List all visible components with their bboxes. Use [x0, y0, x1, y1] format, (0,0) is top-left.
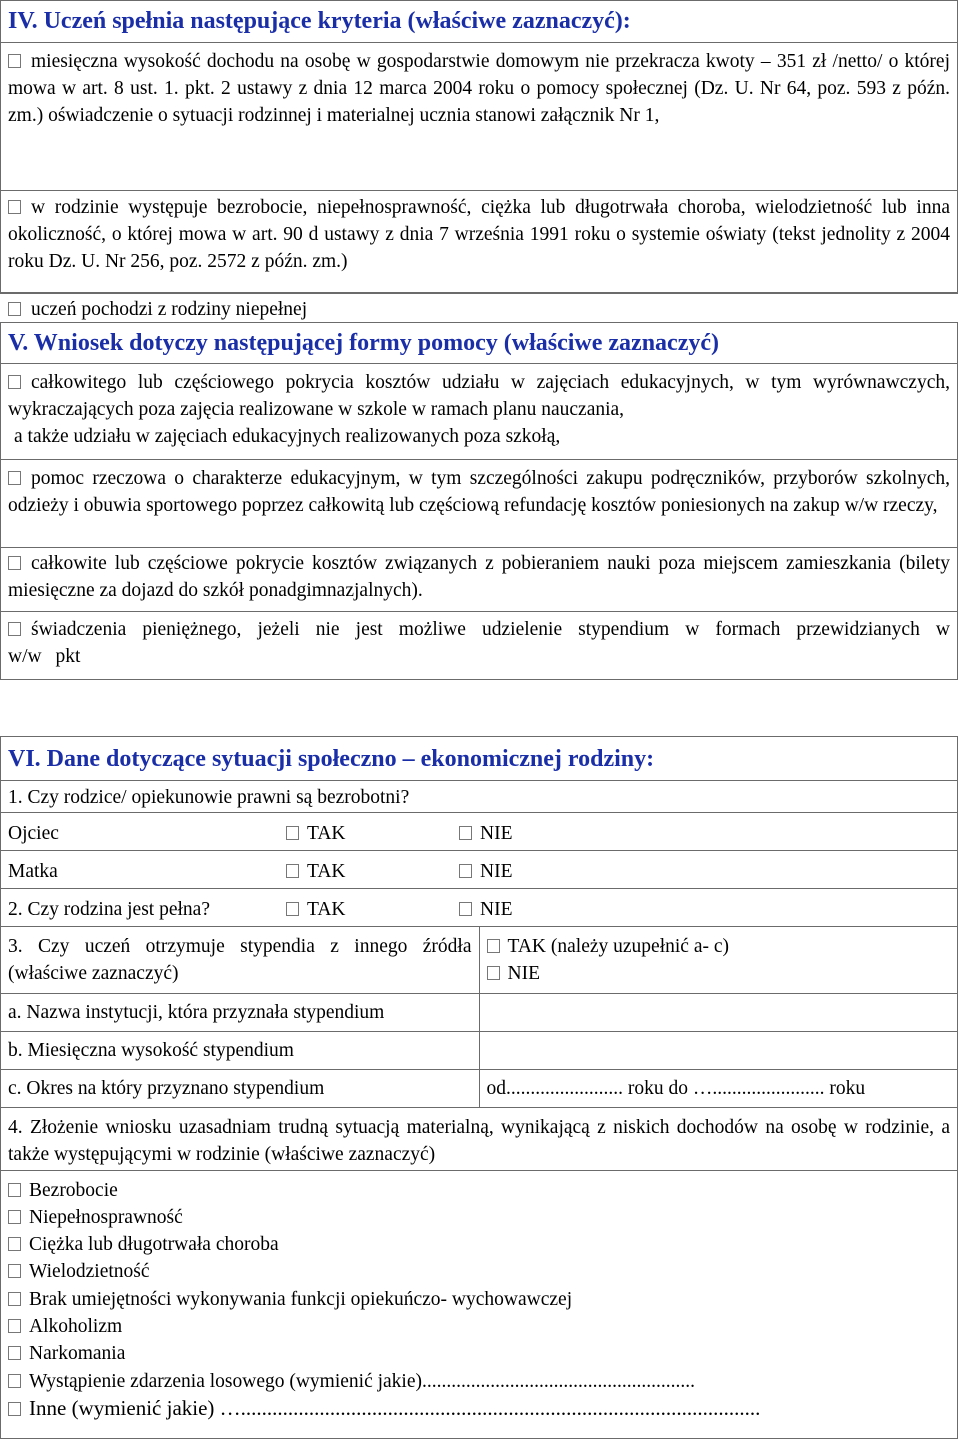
- checkbox-reason[interactable]: [8, 1237, 21, 1251]
- checkbox-income[interactable]: [8, 54, 21, 68]
- section-v-title: V. Wniosek dotyczy następującej formy pomocy (właściwe zaznaczyć): [1, 323, 957, 364]
- aid-education-costs-extra: a także udziału w zajęciach edukacyjnych realizowanych poza szkołą,: [14, 426, 561, 447]
- reason-item: Bezrobocie: [8, 1177, 950, 1204]
- scholarship-table: [1, 927, 957, 1108]
- aid-education-costs: całkowitego lub częściowego pokrycia kosztów udziału w zajęciach edukacyjnych, w tym wyrównawczych, wykraczających poza zajęcia realizowane w szkole w ramach planu nauczania, a także udziału w zajęciach edukacyjnych realizowanych poza szkołą,: [1, 364, 957, 460]
- criterion-income: miesięczna wysokość dochodu na osobę w gospodarstwie domowym nie przekracza kwoty – 351 zł /netto/ o której mowa w art. 8 ust. 1. pkt. 2 ustawy z dnia 12 marca 2004 roku o pomocy społecznej (Dz. U. Nr 64, poz. 593 z późn. zm.) oświadczenie o sytuacji rodzinnej i materialnej ucznia stanowi załącznik Nr 1,: [1, 43, 957, 191]
- criterion-circumstances: w rodzinie występuje bezrobocie, niepełnosprawność, ciężka lub długotrwała choroba, wielodzietność lub inna okoliczność, o której mowa w art. 90 d ustawy z dnia 7 września 1991 roku o systemie oświaty (tekst jednolity z 2004 roku Dz. U. Nr 256, poz. 2572 z późn. zm.): [1, 191, 957, 293]
- family-no-option[interactable]: NIE: [459, 896, 513, 923]
- reason-item: Brak umiejętności wykonywania funkcji opiekuńczo- wychowawczej: [8, 1286, 950, 1313]
- checkbox-mother-yes[interactable]: [286, 864, 299, 878]
- question-a: a. Nazwa instytucji, która przyznała stypendium: [1, 993, 479, 1031]
- aid-material: pomoc rzeczowa o charakterze edukacyjnym, w tym szczególności zakupu podręczników, przyborów szkolnych, odzieży i obuwia sportowego poprzez całkowitą lub częściową refundację kosztów poniesionych na zakup w/w rzeczy,: [1, 460, 957, 548]
- checkbox-single-parent[interactable]: [8, 302, 21, 316]
- reason-item: Wystąpienie zdarzenia losowego (wymienić jakie)........................................................: [8, 1368, 950, 1395]
- checkbox-reason[interactable]: [8, 1319, 21, 1333]
- checkbox-reason[interactable]: [8, 1374, 21, 1388]
- checkbox-reason[interactable]: [8, 1346, 21, 1360]
- reason-item: Niepełnosprawność: [8, 1204, 950, 1231]
- reason-item: Wielodzietność: [8, 1258, 950, 1285]
- mother-no-option[interactable]: NIE: [459, 858, 513, 885]
- row-mother: [1, 851, 957, 889]
- checkbox-reason[interactable]: [8, 1183, 21, 1197]
- section-v: [0, 322, 958, 680]
- father-no-option[interactable]: NIE: [459, 820, 513, 847]
- father-yes-option[interactable]: TAK: [286, 820, 346, 847]
- checkbox-q3-yes[interactable]: [487, 939, 500, 953]
- section-vi-title: VI. Dane dotyczące sytuacji społeczno – ekonomicznej rodziny:: [1, 737, 957, 781]
- reason-item: Narkomania: [8, 1340, 950, 1367]
- mother-yes-option[interactable]: TAK: [286, 858, 346, 885]
- section-iv: [0, 0, 958, 320]
- checkbox-reason[interactable]: [8, 1210, 21, 1224]
- checkbox-family-no[interactable]: [459, 902, 472, 916]
- reason-item: Inne (wymienić jakie) …...................................................................................................: [8, 1395, 950, 1423]
- question-1: 1. Czy rodzice/ opiekunowie prawni są bezrobotni?: [1, 781, 957, 813]
- row-qc: [1, 1069, 957, 1107]
- checkbox-family-yes[interactable]: [286, 902, 299, 916]
- q3-yes-option[interactable]: TAK (należy uzupełnić a- c): [487, 933, 951, 960]
- reasons-list: [1, 1171, 957, 1430]
- checkbox-material[interactable]: [8, 471, 21, 485]
- checkbox-father-no[interactable]: [459, 826, 472, 840]
- family-yes-option[interactable]: TAK: [286, 896, 346, 923]
- answer-b[interactable]: [479, 1031, 957, 1069]
- q3-options: [479, 927, 957, 993]
- row-father: [1, 813, 957, 851]
- question-b: b. Miesięczna wysokość stypendium: [1, 1031, 479, 1069]
- answer-c[interactable]: od........................ roku do …....................... roku: [479, 1069, 957, 1107]
- checkbox-commute[interactable]: [8, 556, 21, 570]
- checkbox-mother-no[interactable]: [459, 864, 472, 878]
- aid-commute: całkowite lub częściowe pokrycie kosztów związanych z pobieraniem nauki poza miejscem zamieszkania (bilety miesięczne za dojazd do szkół ponadgimnazjalnych).: [1, 548, 957, 612]
- question-3: 3. Czy uczeń otrzymuje stypendia z innego źródła (właściwe zaznaczyć): [1, 927, 479, 993]
- row-qa: [1, 993, 957, 1031]
- label-father: Ojciec: [8, 823, 59, 844]
- row-q3: [1, 927, 957, 993]
- question-2: 2. Czy rodzina jest pełna?: [8, 899, 210, 920]
- row-qb: [1, 1031, 957, 1069]
- checkbox-reason[interactable]: [8, 1402, 21, 1416]
- checkbox-father-yes[interactable]: [286, 826, 299, 840]
- aid-cash: świadczenia pieniężnego, jeżeli nie jest możliwe udzielenie stypendium w formach przewidzianych w w/w pkt: [8, 619, 950, 667]
- q3-no-option[interactable]: NIE: [487, 960, 951, 987]
- question-4: 4. Złożenie wniosku uzasadniam trudną sytuacją materialną, wynikającą z niskich dochodów na osobę w rodzinie, a także występującymi w rodzinie (właściwe zaznaczyć): [1, 1108, 957, 1171]
- checkbox-reason[interactable]: [8, 1264, 21, 1278]
- section-iv-title: IV. Uczeń spełnia następujące kryteria (właściwe zaznaczyć):: [1, 1, 957, 43]
- checkbox-q3-no[interactable]: [487, 966, 500, 980]
- question-c: c. Okres na który przyznano stypendium: [1, 1069, 479, 1107]
- checkbox-education-costs[interactable]: [8, 375, 21, 389]
- reason-item: Alkoholizm: [8, 1313, 950, 1340]
- answer-a[interactable]: [479, 993, 957, 1031]
- checkbox-circumstances[interactable]: [8, 200, 21, 214]
- reason-item: Ciężka lub długotrwała choroba: [8, 1231, 950, 1258]
- checkbox-reason[interactable]: [8, 1292, 21, 1306]
- section-vi: [0, 736, 958, 1439]
- checkbox-cash[interactable]: [8, 622, 21, 636]
- criterion-single-parent: uczeń pochodzi z rodziny niepełnej: [1, 293, 957, 329]
- row-full-family: [1, 889, 957, 927]
- label-mother: Matka: [8, 861, 58, 882]
